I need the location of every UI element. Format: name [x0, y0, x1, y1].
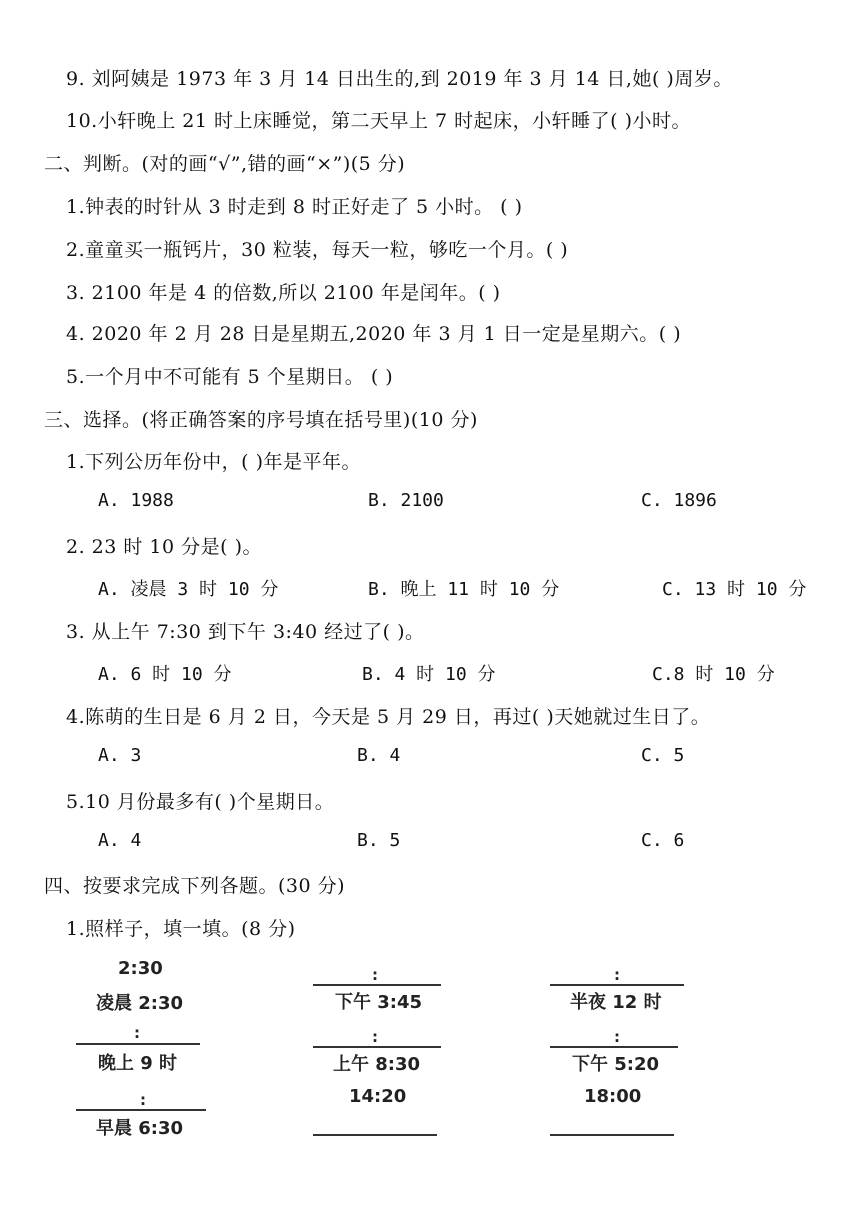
answer-colon: : — [140, 1091, 146, 1109]
choice-q3: 3. 从上午 7:30 到下午 3:40 经过了( )。 — [66, 621, 425, 643]
answer-colon: : — [372, 1028, 378, 1046]
col1-item-1: 晚上 9 时 — [98, 1053, 178, 1074]
answer-blank[interactable] — [76, 1109, 206, 1111]
question-9: 9. 刘阿姨是 1973 年 3 月 14 日出生的,到 2019 年 3 月 14 日,她( )周岁。 — [66, 68, 733, 90]
judge-item-5: 5.一个月中不可能有 5 个星期日。 ( ) — [66, 366, 394, 388]
fill-q1-title: 1.照样子，填一填。(8 分) — [66, 918, 296, 940]
choice-q2: 2. 23 时 10 分是( )。 — [66, 536, 263, 558]
answer-blank[interactable] — [76, 1043, 200, 1045]
section-4-heading: 四、按要求完成下列各题。(30 分) — [44, 875, 346, 897]
answer-blank[interactable] — [313, 1046, 441, 1048]
col3-item-3: 18:00 — [584, 1086, 642, 1107]
answer-colon: : — [614, 1028, 620, 1046]
answer-colon: : — [372, 966, 378, 984]
choice-q2-option-a: A. 凌晨 3 时 10 分 — [98, 579, 279, 600]
choice-q4-option-b: B. 4 — [357, 745, 401, 766]
answer-blank[interactable] — [313, 984, 441, 986]
choice-q3-option-b: B. 4 时 10 分 — [362, 664, 496, 685]
choice-q1-option-a: A. 1988 — [98, 490, 174, 511]
choice-q4-option-a: A. 3 — [98, 745, 142, 766]
section-2-heading: 二、判断。(对的画“√”,错的画“×”)(5 分) — [44, 153, 406, 175]
example-12h-time: 凌晨 2:30 — [96, 993, 184, 1014]
answer-colon: : — [614, 966, 620, 984]
choice-q2-option-b: B. 晚上 11 时 10 分 — [368, 579, 560, 600]
choice-q1: 1.下列公历年份中，( )年是平年。 — [66, 451, 361, 473]
col1-item-2: 早晨 6:30 — [96, 1118, 184, 1139]
example-24h-time: 2:30 — [118, 958, 163, 979]
question-10: 10.小轩晚上 21 时上床睡觉，第二天早上 7 时起床，小轩睡了( )小时。 — [66, 110, 692, 132]
choice-q3-option-a: A. 6 时 10 分 — [98, 664, 232, 685]
choice-q4-option-c: C. 5 — [641, 745, 685, 766]
choice-q3-option-c: C.8 时 10 分 — [652, 664, 775, 685]
choice-q2-option-c: C. 13 时 10 分 — [662, 579, 807, 600]
choice-q5-option-b: B. 5 — [357, 830, 401, 851]
answer-colon: : — [134, 1024, 140, 1042]
choice-q1-option-c: C. 1896 — [641, 490, 717, 511]
choice-q1-option-b: B. 2100 — [368, 490, 444, 511]
answer-blank[interactable] — [550, 1134, 674, 1136]
judge-item-2: 2.童童买一瓶钙片，30 粒装，每天一粒，够吃一个月。( ) — [66, 239, 569, 261]
choice-q5-option-c: C. 6 — [641, 830, 685, 851]
col2-item-3: 14:20 — [349, 1086, 407, 1107]
col2-item-1: 下午 3:45 — [335, 992, 423, 1013]
answer-blank[interactable] — [550, 1046, 678, 1048]
section-3-heading: 三、选择。(将正确答案的序号填在括号里)(10 分) — [44, 409, 478, 431]
choice-q5-option-a: A. 4 — [98, 830, 142, 851]
choice-q5: 5.10 月份最多有( )个星期日。 — [66, 791, 335, 813]
col3-item-1: 半夜 12 时 — [570, 992, 662, 1013]
col2-item-2: 上午 8:30 — [333, 1054, 421, 1075]
col3-item-2: 下午 5:20 — [572, 1054, 660, 1075]
judge-item-4: 4. 2020 年 2 月 28 日是星期五,2020 年 3 月 1 日一定是星期六。( ) — [66, 323, 682, 345]
judge-item-1: 1.钟表的时针从 3 时走到 8 时正好走了 5 小时。 ( ) — [66, 196, 523, 218]
answer-blank[interactable] — [313, 1134, 437, 1136]
answer-blank[interactable] — [550, 984, 684, 986]
judge-item-3: 3. 2100 年是 4 的倍数,所以 2100 年是闰年。( ) — [66, 282, 501, 304]
choice-q4: 4.陈萌的生日是 6 月 2 日，今天是 5 月 29 日，再过( )天她就过生日了。 — [66, 706, 711, 728]
